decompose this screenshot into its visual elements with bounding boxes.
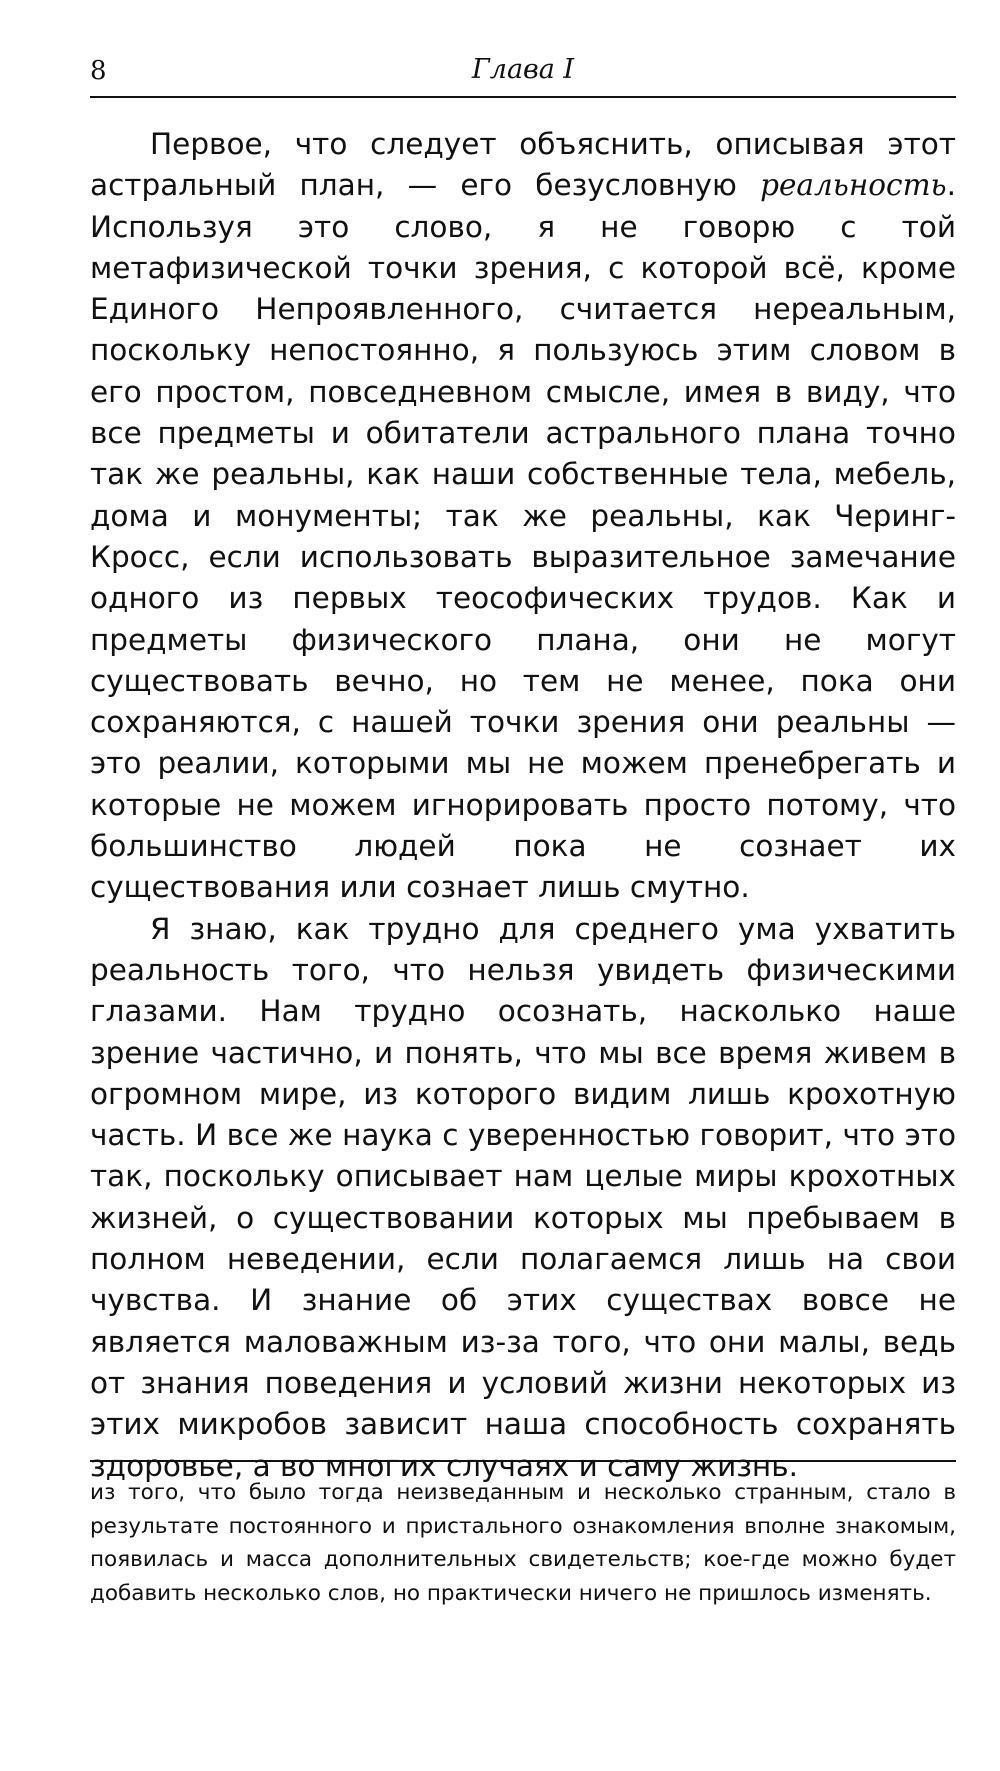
paragraph: Я знаю, как трудно для среднего ума ухватить реальность того, что нельзя увидеть физическими глазами. Нам трудно осознать, насколько наше зрение частично, и понять, что мы все время живем в огромном мире, из которого видим лишь крохотную часть. И все же наука с уверенностью говорит, что это так, поскольку описывает нам целые миры крохотных жизней, о существовании которых мы пребываем в полном неведении, если полагаемся лишь на свои чувства. И знание об этих существах вовсе не является маловажным из-за того, что они малы, ведь от знания поведения и условий жизни некоторых из этих микробов зависит наша способность сохранять здоровье, а во многих случаях и саму жизнь. <box>90 911 956 1483</box>
paragraph <box>90 124 956 909</box>
footnote <box>90 1476 956 1610</box>
running-header <box>90 50 956 98</box>
paragraph-text: Первое, что следует объяснить, описывая этот астральный план, — его безусловную <box>90 127 956 203</box>
paragraph-text: . Используя это слово, я не говорю с той метафизической точки зрения, с которой всё, кроме Единого Непроявленного, считается нереальным, поскольку непостоянно, я пользуюсь этим словом в его простом, повседневном смысле, имея в виду, что все предметы и обитатели астрального плана точно так же реальны, как наши собственные тела, мебель, дома и монументы; так же реальны, как Черинг-Кросс, если использовать выразительное замечание одного из первых теософических трудов. Как и предметы физического плана, они не могут существовать вечно, но тем не менее, пока они сохраняются, с нашей точки зрения они реальны — это реалии, которыми мы не можем пренебрегать и которые не можем игнорировать просто потому, что большинство людей пока не сознает их существования или сознает лишь смутно. <box>90 168 956 905</box>
emphasized-word: реальность <box>760 168 947 203</box>
footnote-divider <box>90 1460 956 1462</box>
footnote-text: из того, что было тогда неизведанным и несколько странным, стало в результате постоянного и пристального ознакомления вполне знакомым, появилась и масса дополнительных свидетельств; кое-где можно будет добавить несколько слов, но практически ничего не пришлось изменять. <box>90 1480 956 1606</box>
page-number: 8 <box>90 56 107 86</box>
main-text <box>90 124 956 1487</box>
chapter-title: Глава I <box>471 54 575 85</box>
